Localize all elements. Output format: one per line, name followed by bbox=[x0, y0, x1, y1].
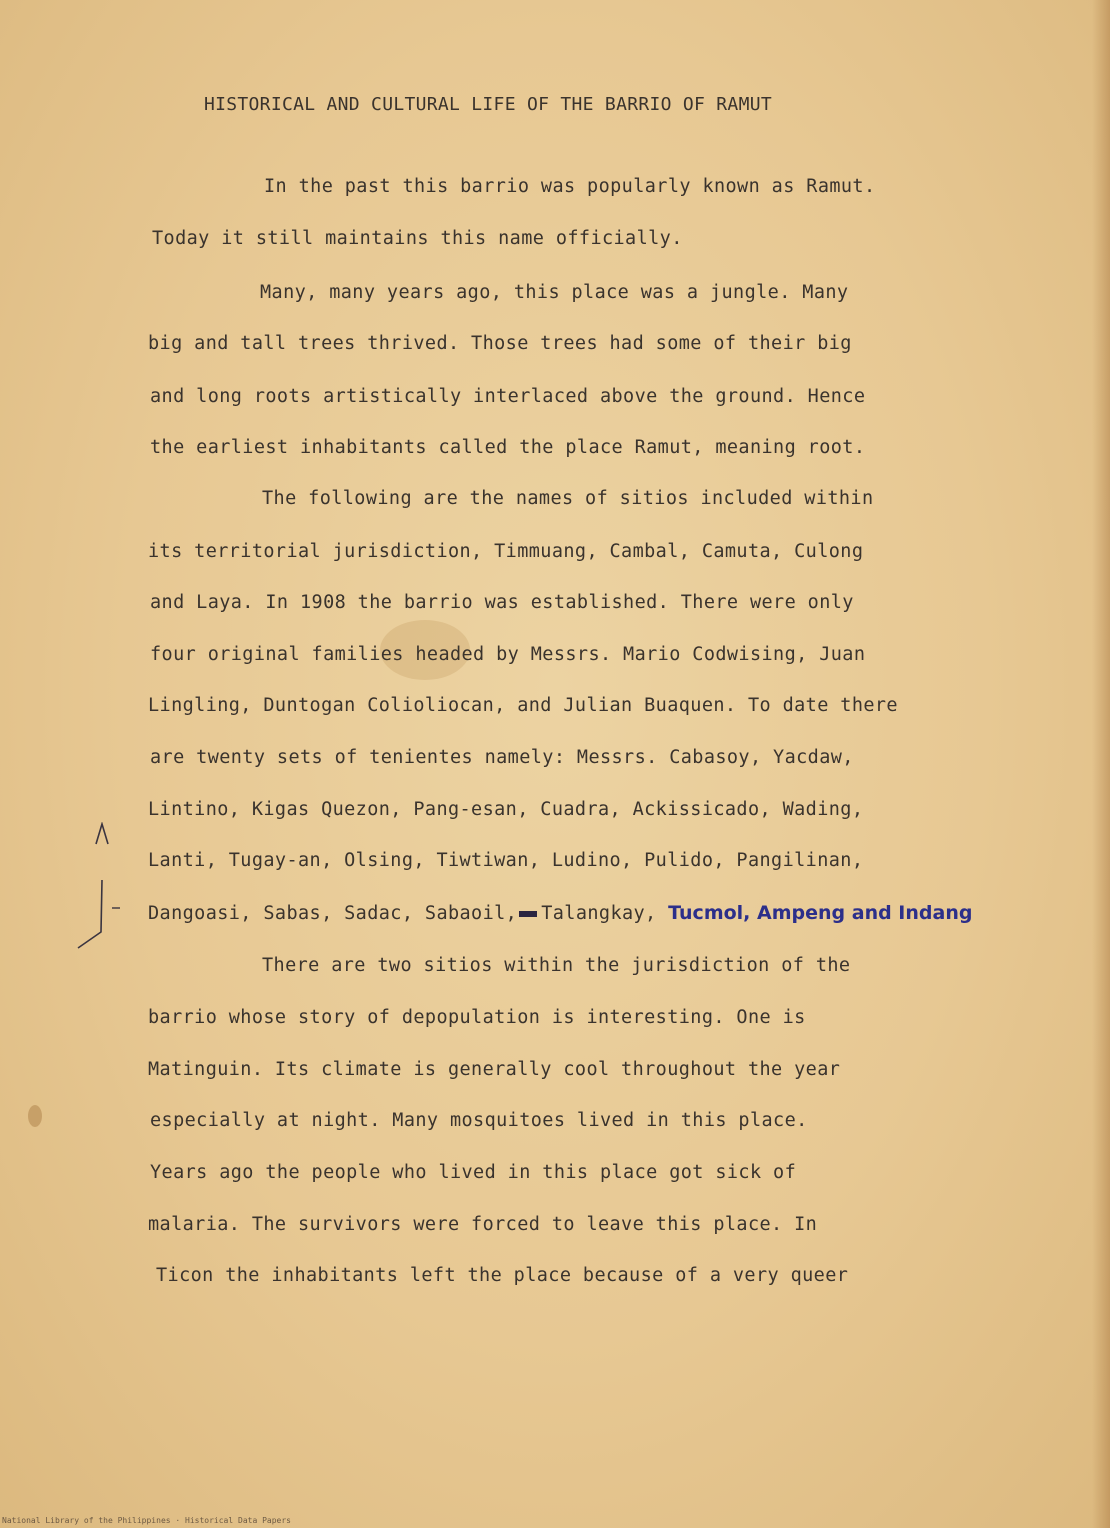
text-line: malaria. The survivors were forced to leave this place. In bbox=[148, 1214, 818, 1235]
text-line: are twenty sets of tenientes namely: Messrs. Cabasoy, Yacdaw, bbox=[150, 747, 854, 768]
text-line: Lanti, Tugay-an, Olsing, Tiwtiwan, Ludino, Pulido, Pangilinan, bbox=[148, 850, 864, 871]
text-line: Matinguin. Its climate is generally cool throughout the year bbox=[148, 1059, 841, 1080]
text-line: especially at night. Many mosquitoes lived in this place. bbox=[150, 1110, 808, 1131]
paper-stain bbox=[28, 1105, 42, 1127]
text-line: the earliest inhabitants called the place Ramut, meaning root. bbox=[150, 437, 866, 458]
document-title: HISTORICAL AND CULTURAL LIFE OF THE BARRIO OF RAMUT bbox=[204, 94, 772, 115]
typed-text: Talangkay, bbox=[541, 903, 657, 924]
text-line: Ticon the inhabitants left the place because of a very queer bbox=[156, 1265, 849, 1286]
text-line: big and tall trees thrived. Those trees had some of their big bbox=[148, 333, 852, 354]
strikeout-mark bbox=[519, 911, 537, 917]
text-line: Lintino, Kigas Quezon, Pang-esan, Cuadra, Ackissicado, Wading, bbox=[148, 799, 864, 820]
text-line: Today it still maintains this name officially. bbox=[152, 228, 683, 249]
text-line: and long roots artistically interlaced above the ground. Hence bbox=[150, 386, 866, 407]
text-line: barrio whose story of depopulation is interesting. One is bbox=[148, 1007, 806, 1028]
paper-edge bbox=[1092, 0, 1110, 1528]
archive-footer: National Library of the Philippines · Historical Data Papers bbox=[2, 1516, 291, 1525]
text-line: In the past this barrio was popularly known as Ramut. bbox=[264, 176, 876, 197]
text-line: Years ago the people who lived in this place got sick of bbox=[150, 1162, 797, 1183]
text-line: The following are the names of sitios included within bbox=[262, 488, 874, 509]
text-line: its territorial jurisdiction, Timmuang, Cambal, Camuta, Culong bbox=[148, 541, 864, 562]
text-line: There are two sitios within the jurisdiction of the bbox=[262, 955, 851, 976]
handwritten-insertion: Tucmol, Ampeng and Indang bbox=[668, 902, 973, 924]
text-line: four original families headed by Messrs. Mario Codwising, Juan bbox=[150, 644, 866, 665]
typed-text: Dangoasi, Sabas, Sadac, Sabaoil, bbox=[148, 903, 518, 924]
text-line-with-annotation bbox=[148, 902, 972, 924]
margin-caret-mark bbox=[72, 822, 122, 962]
text-line: and Laya. In 1908 the barrio was established. There were only bbox=[150, 592, 854, 613]
text-line: Lingling, Duntogan Colioliocan, and Julian Buaquen. To date there bbox=[148, 695, 898, 716]
text-line: Many, many years ago, this place was a jungle. Many bbox=[260, 282, 849, 303]
